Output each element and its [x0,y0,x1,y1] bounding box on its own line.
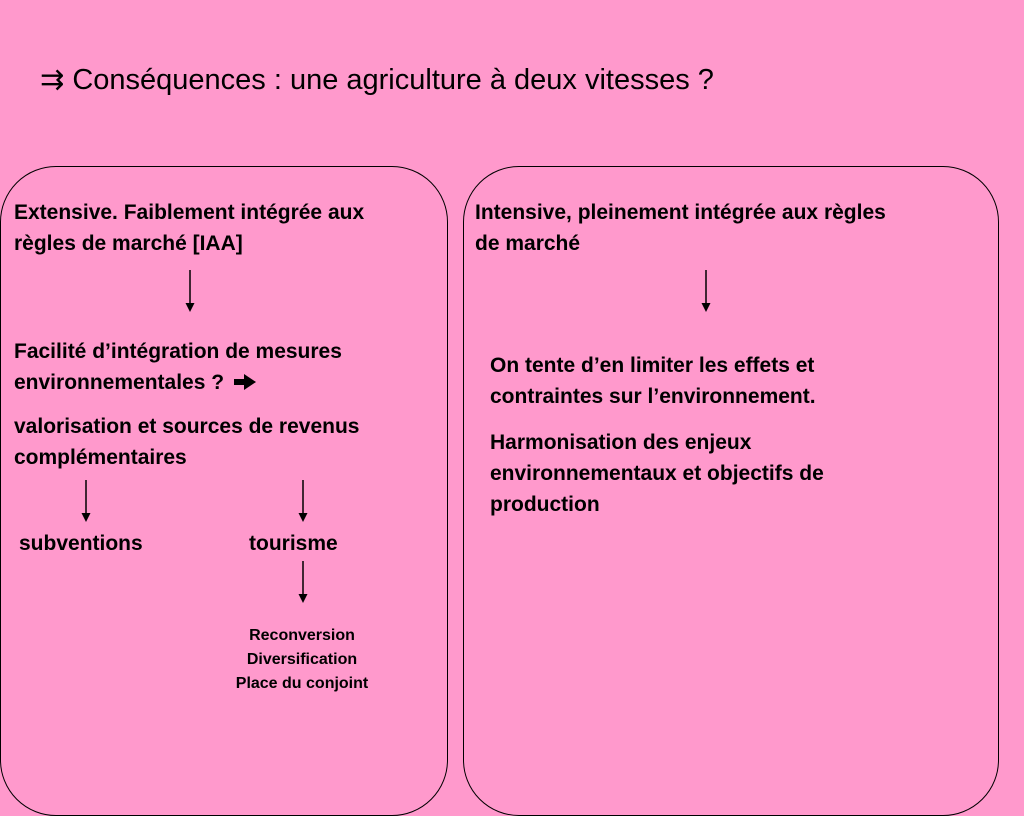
harmonisation-line: production [490,493,600,516]
extensive-panel [0,166,448,816]
extensive-heading-line: Extensive. Faiblement intégrée aux [14,201,365,224]
valorisation-text [14,411,359,473]
intensive-heading-line: Intensive, pleinement intégrée aux règles [475,201,886,224]
slide-title [40,62,714,97]
down-arrow-icon [80,480,92,522]
harmonisation-line: Harmonisation des enjeux [490,431,752,454]
harmonisation-text [490,427,824,520]
bold-right-arrow-icon [234,368,256,399]
outcome-item: Diversification [246,651,358,668]
tourisme-label: tourisme [249,532,338,555]
intensive-heading [475,197,886,259]
extensive-heading [14,197,364,259]
valorisation-line: valorisation et sources de revenus [14,415,360,438]
limit-line: contraintes sur l’environnement. [490,385,816,408]
down-arrow-icon [184,270,196,312]
limit-effects-text [490,350,816,412]
subventions-label: subventions [19,532,143,555]
outcome-item: Reconversion [249,627,355,644]
facility-line [14,367,342,399]
facility-line-text: environnementales ? [14,371,225,394]
down-arrow-icon [700,270,712,312]
tourism-outcomes [202,624,402,696]
limit-line: On tente d’en limiter les effets et [490,354,815,377]
extensive-heading-line: règles de marché [IAA] [14,232,243,255]
double-arrow-icon: ⇉ [40,64,65,96]
down-arrow-icon [297,480,309,522]
harmonisation-line: environnementaux et objectifs de [490,462,824,485]
facility-line: Facilité d’intégration de mesures [14,340,342,363]
slide-title-text: Conséquences : une agriculture à deux vitesses ? [72,64,714,96]
down-arrow-icon [297,561,309,603]
valorisation-line: complémentaires [14,446,187,469]
facility-question [14,336,342,399]
outcome-item: Place du conjoint [235,675,369,692]
intensive-heading-line: de marché [475,232,581,255]
